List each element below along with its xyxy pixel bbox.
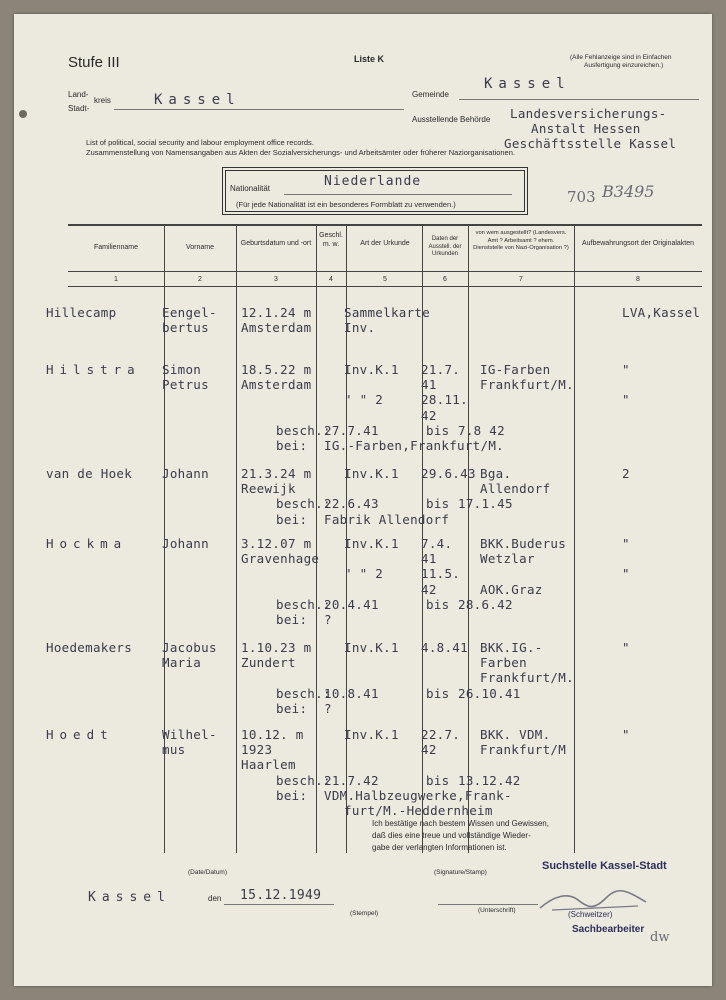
cell-ausstellung: 4.8.41 (421, 640, 468, 655)
col-header-familienname: Familienname (94, 244, 138, 251)
col-num-1: 1 (114, 276, 118, 283)
cell-ausstellung: bis (426, 496, 450, 512)
nationalitaet-label: Nationalität (230, 184, 271, 193)
cell-aufbewahrungsort: " (622, 566, 630, 582)
cell-urkunde: 22.6.43 (324, 496, 379, 512)
cell-vorname: Maria (162, 655, 202, 671)
cell-vorname: Johann (162, 466, 209, 481)
cell-aussteller: 17.1.45 (458, 496, 513, 512)
cell-aufbewahrungsort: " (622, 640, 630, 655)
cell-aussteller: Frankfurt/M. (480, 377, 574, 393)
cell-geburtsdatum: 3.12.07 m (241, 536, 312, 551)
stadt-label: Stadt- (68, 104, 90, 113)
cell-familienname: Hilstra (46, 362, 141, 377)
note-line-2: Ausfertigung einzureichen.) (584, 62, 664, 69)
gemeinde-value: Kassel (484, 76, 571, 92)
cell-geburtsdatum: besch.: (276, 772, 331, 788)
col-num-2: 2 (198, 276, 202, 283)
cell-familienname: Hockma (46, 536, 128, 551)
cell-geburtsdatum: Reewijk (241, 481, 296, 497)
confirm-line-3: gabe der verlangten Informationen ist. (372, 843, 507, 852)
cell-urkunde: " " 2 (344, 392, 384, 408)
cell-urkunde: 21.7.42 (324, 772, 379, 788)
cell-geburtsdatum: 21.3.24 m (241, 466, 312, 481)
col-num-3: 3 (274, 276, 278, 283)
date-label: (Date/Datum) (188, 869, 228, 876)
cell-urkunde: IG.-Farben,Frankfurt/M. (324, 438, 504, 453)
cell-urkunde: furt/M.-Heddernheim (344, 803, 493, 818)
cell-urkunde: 10.8.41 (324, 685, 379, 701)
cell-urkunde: Inv.K.1 (344, 362, 399, 377)
col-num-7: 7 (519, 276, 523, 283)
behoerde-line-1: Landesversicherungs- (510, 106, 667, 121)
cell-familienname: Hoedemakers (46, 640, 133, 655)
cell-vorname: Jacobus (162, 640, 217, 655)
gemeinde-label: Gemeinde (412, 90, 449, 99)
col-header-daten: Daten der Ausstell. der Urkunden (428, 236, 462, 257)
cell-aussteller: 7.8 42 (458, 422, 505, 438)
confirm-line-2: daß dies eine treue und vollständige Wieder- (372, 831, 531, 840)
cell-geburtsdatum: besch.: (276, 685, 331, 701)
cell-geburtsdatum: besch.: (276, 496, 331, 512)
punch-hole (19, 110, 27, 118)
cell-geburtsdatum: 12.1.24 m (241, 305, 312, 320)
cell-aussteller: Frankfurt/M (480, 742, 567, 758)
cell-ausstellung: bis (426, 772, 450, 788)
col-header-vorname: Vorname (185, 244, 215, 251)
ref-number: 703 (567, 188, 596, 206)
signature-label: (Signature/Stamp) (434, 869, 487, 876)
cell-vorname: Eengel- (162, 305, 217, 320)
cell-ausstellung: 28.11. (421, 392, 468, 408)
col-num-5: 5 (383, 276, 387, 283)
cell-aufbewahrungsort: LVA,Kassel (622, 305, 701, 320)
cell-ausstellung: 29.6.43 (421, 466, 476, 481)
land-label: Land- (68, 90, 89, 99)
unterschrift-label: (Unterschrift) (478, 907, 516, 914)
cell-aussteller: BKK.IG.- (480, 640, 543, 655)
cell-aufbewahrungsort: " (622, 392, 630, 408)
cell-geburtsdatum: Amsterdam (241, 320, 312, 336)
cell-aussteller: AOK.Graz (480, 581, 543, 597)
cell-ausstellung: 41 (421, 551, 437, 567)
cell-ausstellung: 41 (421, 377, 437, 393)
cell-aussteller: BKK.Buderus (480, 536, 567, 551)
cell-geburtsdatum: bei: (276, 700, 308, 716)
cell-ausstellung: 42 (421, 742, 437, 758)
col-num-6: 6 (443, 276, 447, 283)
cell-geburtsdatum: 10.12. m (241, 727, 304, 742)
cell-urkunde: ? (324, 700, 332, 716)
cell-aussteller: Farben (480, 655, 527, 671)
cell-ausstellung: 42 (421, 407, 437, 423)
kreis-label: kreis (94, 96, 111, 105)
cell-aufbewahrungsort: " (622, 362, 630, 377)
cell-geburtsdatum: 18.5.22 m (241, 362, 312, 377)
cell-urkunde: Sammelkarte (344, 305, 431, 320)
cell-aussteller: Wetzlar (480, 551, 535, 567)
col-num-8: 8 (636, 276, 640, 283)
behoerde-line-2: Anstalt Hessen (531, 121, 641, 136)
nationalitaet-value: Niederlande (324, 174, 422, 189)
signer-role: Sachbearbeiter (572, 924, 645, 935)
cell-vorname: Wilhel- (162, 727, 217, 742)
german-description: Zusammenstellung von Namensangaben aus Akten der Sozialversicherungs- und Arbeitsämter oder früherer Naziorganisationen. (86, 148, 515, 157)
cell-urkunde: 27.7.41 (324, 422, 379, 438)
kreis-value: Kassel (154, 92, 241, 108)
cell-aufbewahrungsort: " (622, 536, 630, 551)
den-label: den (208, 894, 222, 903)
col-header-geschlecht: Geschl. m. w. (319, 232, 343, 248)
nationalitaet-note: (Für jede Nationalität ist ein besonderes Formblatt zu verwenden.) (236, 200, 456, 209)
cell-geburtsdatum: bei: (276, 787, 308, 803)
stempel-label: (Stempel) (350, 910, 379, 917)
cell-geburtsdatum: 1923 (241, 742, 273, 758)
cell-geburtsdatum: Amsterdam (241, 377, 312, 393)
cell-urkunde: Inv.K.1 (344, 536, 399, 551)
cell-urkunde: Fabrik Allendorf (324, 511, 450, 527)
cell-ausstellung: bis (426, 685, 450, 701)
cell-geburtsdatum: 1.10.23 m (241, 640, 312, 655)
cell-aufbewahrungsort: 2 (622, 466, 630, 481)
cell-urkunde: 20.4.41 (324, 596, 379, 612)
col-num-4: 4 (329, 276, 333, 283)
col-header-ausgestellt: von wem ausgestellt? (Landesvers. Amt ? Arbeitsamt ? ehem. Dienststelle von Nazi-Organisation ?) (473, 230, 569, 251)
cell-aufbewahrungsort: " (622, 727, 630, 742)
cell-ausstellung: 7.4. (421, 536, 453, 551)
place-value: Kassel (88, 890, 171, 905)
col-header-art: Art der Urkunde (360, 240, 410, 247)
cell-vorname: Petrus (162, 377, 209, 393)
cell-geburtsdatum: Gravenhage (241, 551, 320, 567)
cell-aussteller: Allendorf (480, 481, 551, 497)
date-value: 15.12.1949 (240, 888, 322, 903)
cell-aussteller: Frankfurt/M. (480, 670, 574, 686)
cell-ausstellung: bis (426, 422, 450, 438)
cell-familienname: van de Hoek (46, 466, 133, 481)
cell-urkunde: Inv.K.1 (344, 727, 399, 742)
cell-aussteller: 26.10.41 (458, 685, 521, 701)
cell-geburtsdatum: besch.: (276, 596, 331, 612)
cell-aussteller: Bga. (480, 466, 512, 481)
liste-label: Liste K (354, 54, 385, 64)
note-line-1: (Alle Fehlanzeige sind in Einfachen (570, 54, 672, 61)
col-header-aufbewahrungsort: Aufbewahrungsort der Originalakten (581, 240, 695, 247)
ref-handwritten: B3495 (602, 182, 655, 201)
cell-aussteller: 13.12.42 (458, 772, 521, 788)
col-header-geburtsdatum: Geburtsdatum und -ort (240, 240, 312, 247)
cell-urkunde: VDM.Halbzeugwerke,Frank- (324, 787, 512, 803)
cell-urkunde: Inv.K.1 (344, 640, 399, 655)
cell-urkunde: " " 2 (344, 566, 384, 582)
confirm-line-1: Ich bestätige nach bestem Wissen und Gewissen, (372, 819, 549, 828)
cell-geburtsdatum: Zundert (241, 655, 296, 671)
cell-vorname: Johann (162, 536, 209, 551)
cell-geburtsdatum: Haarlem (241, 757, 296, 773)
cell-vorname: mus (162, 742, 186, 758)
cell-ausstellung: 22.7. (421, 727, 461, 742)
cell-geburtsdatum: bei: (276, 612, 308, 627)
cell-ausstellung: 42 (421, 581, 437, 597)
english-description: List of political, social security and labour employment office records. (86, 138, 314, 147)
behoerde-label: Ausstellende Behörde (412, 115, 491, 124)
signer-name: (Schweitzer) (568, 910, 613, 919)
cell-urkunde: Inv.K.1 (344, 466, 399, 481)
cell-geburtsdatum: bei: (276, 438, 308, 453)
cell-geburtsdatum: besch.: (276, 422, 331, 438)
cell-ausstellung: 21.7. (421, 362, 461, 377)
cell-ausstellung: bis (426, 596, 450, 612)
cell-vorname: bertus (162, 320, 209, 336)
cell-geburtsdatum: bei: (276, 511, 308, 527)
cell-ausstellung: 11.5. (421, 566, 461, 582)
cell-aussteller: IG-Farben (480, 362, 551, 377)
cell-vorname: Simon (162, 362, 202, 377)
cell-aussteller: BKK. VDM. (480, 727, 551, 742)
document-page (14, 14, 712, 986)
initials: dw (650, 930, 670, 945)
office-stamp: Suchstelle Kassel-Stadt (542, 860, 667, 872)
cell-familienname: Hoedt (46, 727, 114, 742)
cell-urkunde: ? (324, 612, 332, 627)
stufe-label: Stufe III (68, 54, 120, 71)
cell-urkunde: Inv. (344, 320, 376, 336)
behoerde-line-3: Geschäftsstelle Kassel (504, 136, 677, 151)
cell-aussteller: 28.6.42 (458, 596, 513, 612)
cell-familienname: Hillecamp (46, 305, 117, 320)
